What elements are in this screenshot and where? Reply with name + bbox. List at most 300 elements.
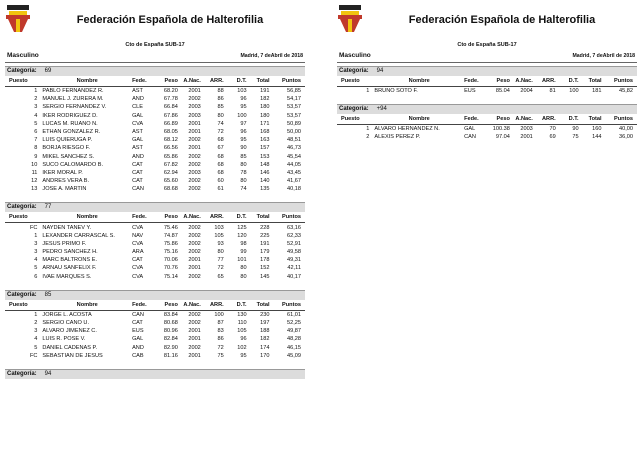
federation-cell: GAL [464, 126, 476, 133]
name-cell: ETHAN GONZALEZ R. [42, 129, 101, 136]
points-cell: 56,85 [287, 88, 301, 95]
total-cell: 228 [260, 224, 270, 231]
federation-cell: CVA [132, 120, 144, 127]
section-spacer [5, 360, 305, 366]
snatch-cell: 86 [217, 336, 224, 343]
birth-year-cell: 2002 [188, 224, 201, 231]
snatch-cell: 60 [217, 178, 224, 185]
category-value: 69 [44, 68, 52, 74]
name-cell: IVAE MARQUES S. [42, 273, 92, 280]
column-header-clean-jerk: D.T. [224, 212, 247, 223]
clean-jerk-cell: 100 [569, 88, 579, 95]
points-cell: 49,87 [287, 328, 301, 335]
name-cell: SUCO CALOMARDO B. [42, 161, 104, 168]
position-cell: 3 [34, 249, 38, 256]
category-label: Categoría: [7, 204, 37, 211]
table-row [5, 310, 305, 319]
birth-year-cell: 2002 [188, 96, 201, 103]
column-header-total: Total [579, 114, 602, 125]
federation-cell: CVA [132, 273, 144, 280]
column-header-weight: Peso [489, 114, 510, 125]
weight-cell: 68.20 [163, 88, 178, 95]
column-header-weight: Peso [157, 300, 178, 311]
name-cell: LUCAS M. RUANO N. [42, 120, 98, 127]
column-header-weight: Peso [489, 76, 510, 87]
clean-jerk-cell: 74 [240, 186, 247, 193]
position-cell: 1 [34, 232, 38, 239]
position-cell: 12 [31, 178, 38, 185]
total-cell: 168 [260, 129, 270, 136]
clean-jerk-cell: 95 [240, 352, 247, 359]
column-header-birth-year: A.Nac. [178, 76, 201, 87]
birth-year-cell: 2002 [188, 186, 201, 193]
page-header [5, 0, 305, 40]
total-cell: 182 [260, 336, 270, 343]
clean-jerk-cell: 90 [572, 126, 579, 133]
weight-cell: 70.76 [163, 265, 178, 272]
column-header-weight: Peso [157, 212, 178, 223]
date-label: Madrid, 7 deAbril de 2018 [240, 53, 303, 59]
federation-cell: AND [132, 153, 144, 160]
category-header [5, 369, 305, 379]
name-cell: MIKEL SANCHEZ S. [42, 153, 95, 160]
snatch-cell: 70 [549, 126, 556, 133]
name-cell: SERGIO FERNANDEZ V. [42, 104, 107, 111]
gender-date-row [5, 50, 305, 63]
position-cell: 2 [366, 134, 370, 141]
clean-jerk-cell: 80 [240, 273, 247, 280]
clean-jerk-cell: 102 [237, 344, 247, 351]
table-row [5, 185, 305, 193]
column-header-name: Nombre [372, 114, 464, 125]
category-value: 77 [44, 204, 52, 211]
clean-jerk-cell: 90 [240, 145, 247, 152]
position-cell: 2 [34, 320, 38, 327]
column-header-total: Total [247, 212, 270, 223]
total-cell: 179 [260, 249, 270, 256]
column-header-birth-year: A.Nac. [178, 212, 201, 223]
name-cell: SERGIO CANO U. [42, 320, 90, 327]
name-cell: NAYDEN TANEV Y. [42, 224, 92, 231]
total-cell: 145 [260, 273, 270, 280]
category-header [337, 104, 637, 114]
column-header-federation: Fede. [132, 300, 157, 311]
left-results-page [5, 0, 305, 379]
total-cell: 188 [260, 328, 270, 335]
clean-jerk-cell: 125 [237, 224, 247, 231]
position-cell: 4 [34, 257, 38, 264]
category-label: Categoría: [339, 68, 369, 74]
category-header [5, 66, 305, 76]
clean-jerk-cell: 105 [237, 328, 247, 335]
gender-label: Masculino [339, 52, 371, 59]
clean-jerk-cell: 103 [237, 88, 247, 95]
federation-cell: GAL [132, 112, 144, 119]
table-row [337, 133, 637, 141]
position-cell: 13 [31, 186, 38, 193]
birth-year-cell: 2001 [188, 88, 201, 95]
total-cell: 146 [260, 169, 270, 176]
snatch-cell: 85 [217, 104, 224, 111]
name-cell: LUIS R. POSE V. [42, 336, 86, 343]
column-header-snatch: ARR. [201, 76, 224, 87]
table-row [5, 335, 305, 343]
table-row [5, 128, 305, 136]
clean-jerk-cell: 96 [240, 336, 247, 343]
federation-cell: AND [132, 344, 144, 351]
column-header-federation: Fede. [464, 114, 489, 125]
points-cell: 53,57 [287, 104, 301, 111]
table-header-row [337, 76, 637, 87]
table-header-row [337, 114, 637, 125]
position-cell: 10 [31, 161, 38, 168]
birth-year-cell: 2001 [188, 129, 201, 136]
weight-cell: 75.46 [163, 224, 178, 231]
table-row [5, 256, 305, 264]
snatch-cell: 80 [217, 112, 224, 119]
federation-title: Federación Española de Halterofilia [408, 14, 596, 26]
name-cell: JOSE A. MARTIN [42, 186, 87, 193]
table-row [5, 352, 305, 360]
column-header-federation: Fede. [132, 76, 157, 87]
weight-cell: 66.56 [163, 145, 178, 152]
birth-year-cell: 2002 [188, 137, 201, 144]
federation-cell: CAT [132, 161, 143, 168]
column-header-snatch: ARR. [533, 76, 556, 87]
name-cell: DANIEL CADENAS P. [42, 344, 98, 351]
column-header-total: Total [579, 76, 602, 87]
federation-cell: CAT [132, 257, 143, 264]
section-spacer [337, 142, 637, 148]
column-header-position: Puesto [5, 76, 40, 87]
results-table [337, 114, 637, 141]
clean-jerk-cell: 85 [240, 153, 247, 160]
points-cell: 49,58 [287, 249, 301, 256]
right-sections [337, 66, 637, 148]
federation-logo-icon [5, 3, 31, 33]
birth-year-cell: 2004 [520, 88, 533, 95]
snatch-cell: 68 [217, 153, 224, 160]
points-cell: 45,82 [619, 88, 633, 95]
snatch-cell: 80 [217, 249, 224, 256]
points-cell: 43,45 [287, 169, 301, 176]
results-table [5, 300, 305, 360]
gender-label: Masculino [7, 52, 39, 59]
name-cell: IKER MORAL P. [42, 169, 83, 176]
position-cell: 5 [34, 265, 38, 272]
section-spacer [5, 281, 305, 287]
clean-jerk-cell: 80 [240, 178, 247, 185]
category-label: Categoría: [7, 68, 37, 74]
column-header-position: Puesto [337, 76, 372, 87]
column-header-position: Puesto [5, 300, 40, 311]
weight-cell: 83.84 [163, 311, 178, 318]
snatch-cell: 83 [217, 328, 224, 335]
birth-year-cell: 2001 [188, 265, 201, 272]
total-cell: 197 [260, 320, 270, 327]
table-row [5, 240, 305, 248]
table-header-row [5, 76, 305, 87]
snatch-cell: 68 [217, 169, 224, 176]
federation-cell: AST [132, 88, 143, 95]
weight-cell: 80.96 [163, 328, 178, 335]
total-cell: 171 [260, 120, 270, 127]
snatch-cell: 75 [217, 352, 224, 359]
table-row [337, 125, 637, 134]
position-cell: FC [29, 352, 38, 359]
position-cell: 3 [34, 240, 38, 247]
weight-cell: 67.78 [163, 96, 178, 103]
section-spacer [5, 193, 305, 199]
snatch-cell: 100 [214, 311, 224, 318]
results-table [5, 212, 305, 280]
weight-cell: 66.89 [163, 120, 178, 127]
points-cell: 46,73 [287, 145, 301, 152]
points-cell: 54,17 [287, 96, 301, 103]
position-cell: FC [29, 224, 38, 231]
column-header-birth-year: A.Nac. [178, 300, 201, 311]
clean-jerk-cell: 101 [237, 257, 247, 264]
birth-year-cell: 2001 [188, 120, 201, 127]
birth-year-cell: 2002 [188, 240, 201, 247]
gender-date-row [337, 50, 637, 63]
name-cell: JORGE L. ACOSTA [42, 311, 92, 318]
column-header-birth-year: A.Nac. [510, 114, 533, 125]
column-header-birth-year: A.Nac. [510, 76, 533, 87]
position-cell: 6 [34, 129, 38, 136]
name-cell: ALEXIS PEREZ P. [374, 134, 421, 141]
weight-cell: 67.86 [163, 112, 178, 119]
clean-jerk-cell: 80 [240, 265, 247, 272]
position-cell: 9 [34, 153, 38, 160]
name-cell: LUIS QUIERUGA P. [42, 137, 93, 144]
birth-year-cell: 2002 [188, 178, 201, 185]
birth-year-cell: 2002 [188, 232, 201, 239]
clean-jerk-cell: 110 [237, 320, 247, 327]
column-header-name: Nombre [40, 300, 132, 311]
weight-cell: 75.16 [163, 249, 178, 256]
table-row [5, 153, 305, 161]
weight-cell: 75.86 [163, 240, 178, 247]
snatch-cell: 105 [214, 232, 224, 239]
federation-cell: ARA [132, 249, 144, 256]
birth-year-cell: 2002 [188, 273, 201, 280]
column-header-clean-jerk: D.T. [224, 76, 247, 87]
table-row [5, 232, 305, 240]
total-cell: 163 [260, 137, 270, 144]
position-cell: 6 [34, 273, 38, 280]
federation-cell: CVA [132, 224, 144, 231]
clean-jerk-cell: 96 [240, 129, 247, 136]
position-cell: 4 [34, 336, 38, 343]
table-row [5, 327, 305, 335]
weight-cell: 65.86 [163, 153, 178, 160]
position-cell: 1 [366, 126, 370, 133]
federation-cell: CAT [132, 320, 143, 327]
federation-cell: NAV [132, 232, 144, 239]
federation-cell: GAL [132, 336, 144, 343]
points-cell: 50,89 [287, 120, 301, 127]
points-cell: 48,51 [287, 137, 301, 144]
federation-title: Federación Española de Halterofilia [76, 14, 264, 26]
results-table [337, 76, 637, 95]
position-cell: 1 [34, 311, 38, 318]
table-row [5, 161, 305, 169]
category-value: 85 [44, 291, 52, 298]
snatch-cell: 81 [549, 88, 556, 95]
total-cell: 152 [260, 265, 270, 272]
clean-jerk-cell: 130 [237, 311, 247, 318]
date-label: Madrid, 7 deAbril de 2018 [572, 53, 635, 59]
points-cell: 52,91 [287, 240, 301, 247]
points-cell: 40,17 [287, 273, 301, 280]
birth-year-cell: 2003 [188, 104, 201, 111]
federation-cell: CVA [132, 265, 144, 272]
column-header-points: Puntos [602, 114, 637, 125]
federation-cell: AST [132, 129, 143, 136]
name-cell: PABLO FERNANDEZ R. [42, 88, 104, 95]
table-row [5, 136, 305, 144]
points-cell: 42,11 [287, 265, 301, 272]
category-label: Categoría: [339, 106, 369, 113]
clean-jerk-cell: 80 [240, 161, 247, 168]
birth-year-cell: 2001 [188, 336, 201, 343]
total-cell: 153 [260, 153, 270, 160]
birth-year-cell: 2001 [188, 352, 201, 359]
table-row [5, 169, 305, 177]
birth-year-cell: 2002 [188, 161, 201, 168]
total-cell: 230 [260, 311, 270, 318]
weight-cell: 81.16 [163, 352, 178, 359]
position-cell: 3 [34, 328, 38, 335]
total-cell: 135 [260, 186, 270, 193]
snatch-cell: 65 [217, 273, 224, 280]
table-row [5, 144, 305, 152]
column-header-federation: Fede. [132, 212, 157, 223]
snatch-cell: 68 [217, 137, 224, 144]
left-sections [5, 66, 305, 379]
birth-year-cell: 2001 [188, 145, 201, 152]
position-cell: 8 [34, 145, 38, 152]
total-cell: 140 [260, 178, 270, 185]
birth-year-cell: 2002 [188, 344, 201, 351]
column-header-total: Total [247, 76, 270, 87]
column-header-clean-jerk: D.T. [224, 300, 247, 311]
weight-cell: 67.82 [163, 161, 178, 168]
clean-jerk-cell: 97 [240, 120, 247, 127]
name-cell: MARC BALTRONS E. [42, 257, 98, 264]
name-cell: MANUEL J. ZURERA M. [42, 96, 104, 103]
total-cell: 191 [260, 88, 270, 95]
total-cell: 225 [260, 232, 270, 239]
table-row [5, 344, 305, 352]
table-row [5, 87, 305, 96]
points-cell: 40,00 [619, 126, 633, 133]
position-cell: 7 [34, 137, 38, 144]
clean-jerk-cell: 96 [240, 96, 247, 103]
weight-cell: 80.68 [163, 320, 178, 327]
total-cell: 182 [260, 96, 270, 103]
table-row [5, 248, 305, 256]
birth-year-cell: 2003 [188, 169, 201, 176]
total-cell: 144 [592, 134, 602, 141]
column-header-name: Nombre [40, 76, 132, 87]
federation-cell: GAL [132, 137, 144, 144]
points-cell: 44,05 [287, 161, 301, 168]
total-cell: 157 [260, 145, 270, 152]
points-cell: 62,33 [287, 232, 301, 239]
table-row [5, 319, 305, 327]
points-cell: 49,31 [287, 257, 301, 264]
name-cell: ALVARO HERNANDEZ N. [374, 126, 440, 133]
name-cell: ANDRES VERA B. [42, 178, 90, 185]
snatch-cell: 86 [217, 96, 224, 103]
points-cell: 45,09 [287, 352, 301, 359]
competition-title: Cto de España SUB-17 [457, 42, 517, 48]
name-cell: SEBASTIAN DE JESUS [42, 352, 103, 359]
weight-cell: 62.94 [163, 169, 178, 176]
federation-logo-icon [337, 3, 363, 33]
clean-jerk-cell: 75 [572, 134, 579, 141]
federation-cell: CAN [132, 311, 144, 318]
column-header-clean-jerk: D.T. [556, 76, 579, 87]
snatch-cell: 67 [217, 145, 224, 152]
weight-cell: 68.68 [163, 186, 178, 193]
birth-year-cell: 2001 [188, 328, 201, 335]
snatch-cell: 103 [214, 224, 224, 231]
weight-cell: 82.84 [163, 336, 178, 343]
column-header-points: Puntos [270, 76, 305, 87]
column-header-clean-jerk: D.T. [556, 114, 579, 125]
name-cell: ALVARO JIMENEZ C. [42, 328, 97, 335]
name-cell: IKER RODRIGUEZ D. [42, 112, 98, 119]
weight-cell: 82.90 [163, 344, 178, 351]
column-header-points: Puntos [270, 212, 305, 223]
column-header-name: Nombre [372, 76, 464, 87]
page-header [337, 0, 637, 40]
clean-jerk-cell: 99 [240, 249, 247, 256]
category-header [5, 202, 305, 212]
clean-jerk-cell: 98 [240, 240, 247, 247]
column-header-weight: Peso [157, 76, 178, 87]
weight-cell: 100.38 [492, 126, 510, 133]
points-cell: 50,00 [287, 129, 301, 136]
table-header-row [5, 300, 305, 311]
snatch-cell: 77 [217, 257, 224, 264]
snatch-cell: 61 [217, 186, 224, 193]
federation-cell: CAT [132, 169, 143, 176]
points-cell: 46,15 [287, 344, 301, 351]
table-row [5, 177, 305, 185]
total-cell: 178 [260, 257, 270, 264]
name-cell: LEXANDER CARRASCAL S. [42, 232, 115, 239]
category-label: Categoría: [7, 370, 37, 377]
name-cell: ARNAU SANFELIX F. [42, 265, 97, 272]
section-spacer [337, 95, 637, 101]
category-label: Categoría: [7, 291, 37, 298]
total-cell: 181 [592, 88, 602, 95]
weight-cell: 74.87 [163, 232, 178, 239]
total-cell: 191 [260, 240, 270, 247]
category-header [5, 290, 305, 300]
birth-year-cell: 2003 [188, 112, 201, 119]
column-header-name: Nombre [40, 212, 132, 223]
federation-cell: CAT [132, 178, 143, 185]
position-cell: 2 [34, 96, 38, 103]
column-header-total: Total [247, 300, 270, 311]
column-header-position: Puesto [337, 114, 372, 125]
column-header-snatch: ARR. [201, 300, 224, 311]
